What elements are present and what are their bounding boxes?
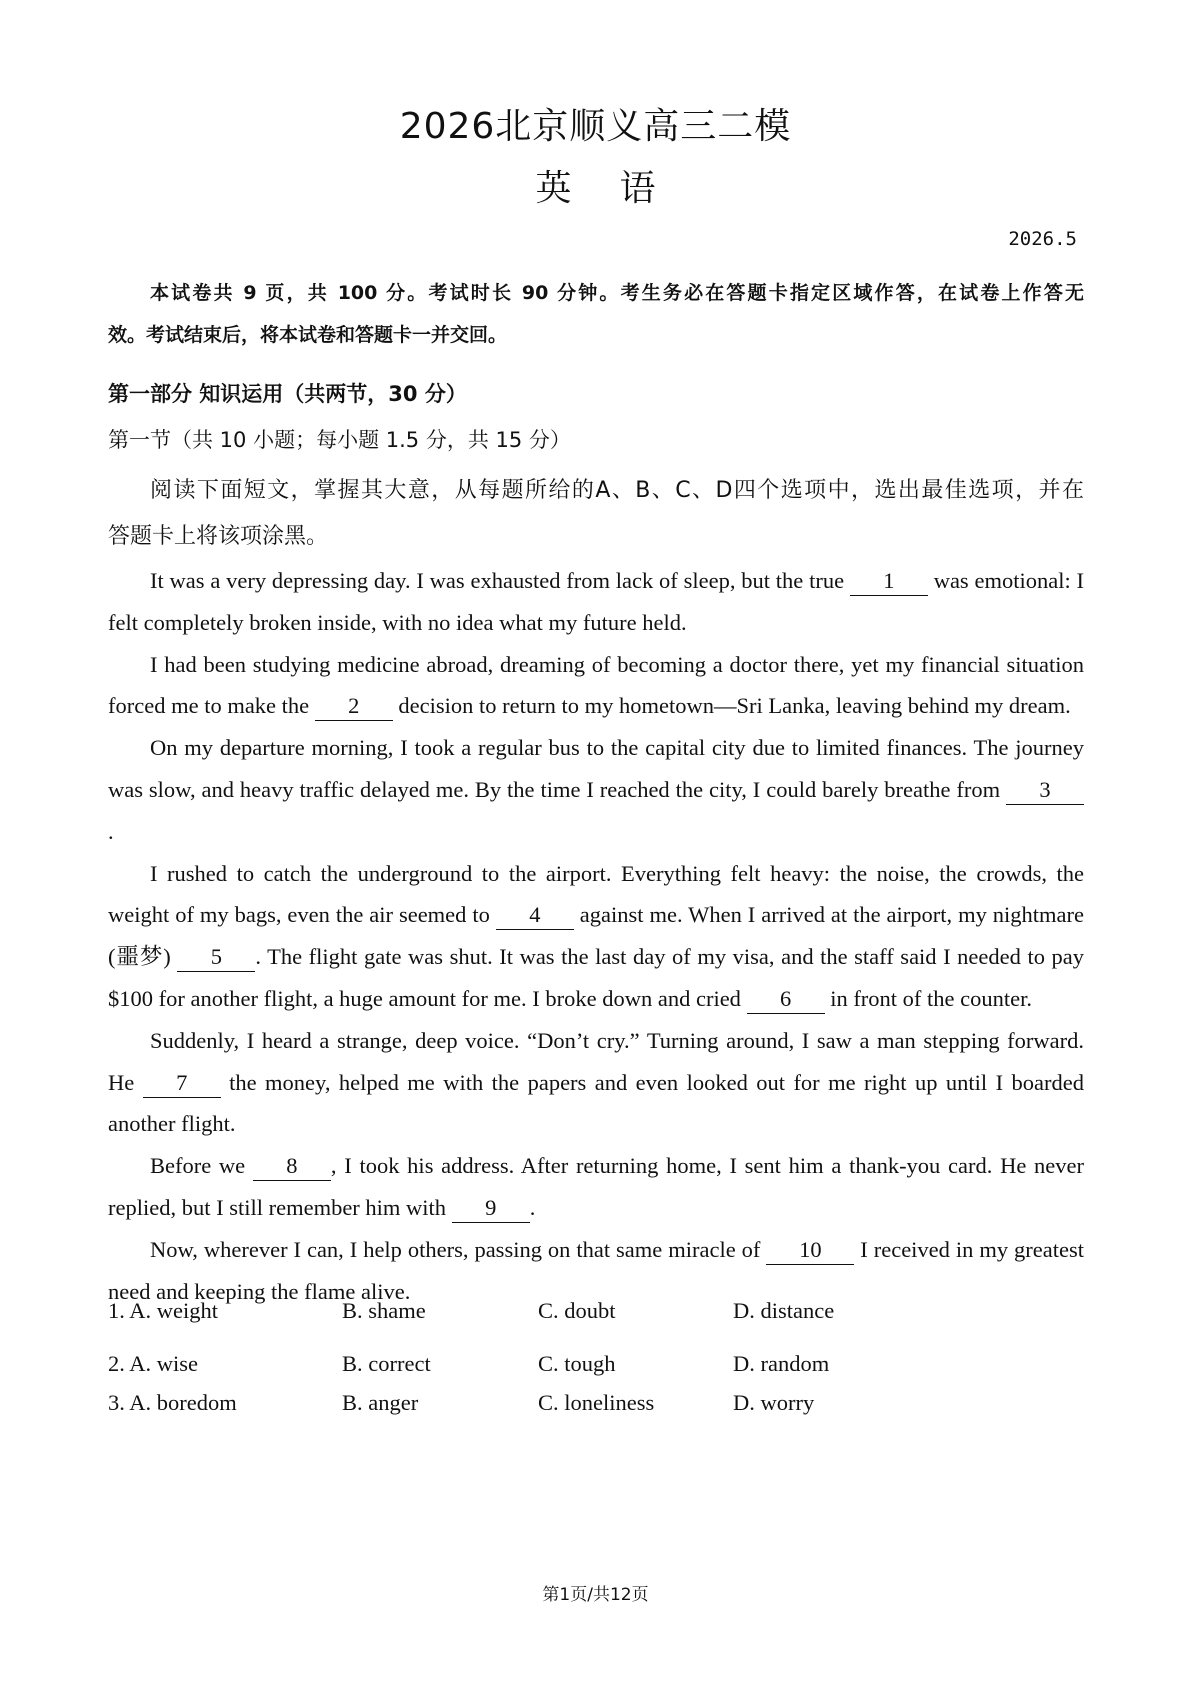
option-d: D. distance <box>733 1298 835 1323</box>
passage-text: Now, wherever I can, I help others, passing on that same miracle of <box>150 1236 767 1262</box>
blank-7: 7 <box>143 1071 221 1098</box>
blank-8: 8 <box>253 1154 331 1181</box>
passage-text: decision to return to my hometown—Sri Lanka, leaving behind my dream. <box>392 693 1071 719</box>
cloze-passage <box>108 560 1084 1312</box>
option-row-1 <box>108 1298 1084 1328</box>
notice-line-1: 本试卷共 9 页，共 100 分。考试时长 90 分钟。考生务必在答题卡指定区域作答，在试卷上作答无 <box>150 282 1084 304</box>
option-c: C. loneliness <box>538 1390 655 1415</box>
option-b: B. shame <box>342 1298 426 1323</box>
passage-text: I received in my greatest need and keeping the flame alive. <box>108 1236 1084 1304</box>
option-b: B. anger <box>342 1390 419 1415</box>
notice-line-2: 效。考试结束后，将本试卷和答题卡一并交回。 <box>108 324 508 346</box>
paragraph <box>108 727 1084 852</box>
passage-text: I had been studying medicine abroad, dreaming of becoming a doctor there, yet my financial situation forced me to make the <box>108 651 1084 719</box>
blank-4: 4 <box>496 903 574 930</box>
passage-text: . The flight gate was shut. It was the last day of my visa, and the staff said I needed to pay $100 for another flight, a huge amount for me. I broke down and cried <box>108 944 1084 1011</box>
passage-text: . <box>108 818 114 844</box>
passage-text: . <box>529 1194 536 1220</box>
blank-10: 10 <box>766 1238 854 1265</box>
option-a: 3. A. boredom <box>108 1390 237 1415</box>
paragraph <box>108 853 1084 1020</box>
section-title: 第一节（共 10 小题；每小题 1.5 分，共 15 分） <box>108 428 571 452</box>
option-a: 1. A. weight <box>108 1298 218 1323</box>
blank-2: 2 <box>315 694 393 721</box>
directions-line-2: 答题卡上将该项涂黑。 <box>108 524 329 549</box>
directions-line-1: 阅读下面短文，掌握其大意，从每题所给的A、B、C、D四个选项中，选出最佳选项，并在 <box>150 478 1084 503</box>
paragraph <box>108 560 1084 644</box>
passage-text: I rushed to catch the underground to the airport. Everything felt heavy: the noise, the crowds, the weight of my bags, even the air seemed to <box>108 860 1084 928</box>
passage-text: Before we <box>150 1153 253 1179</box>
passage-text: the money, helped me with the papers and even looked out for me right up until I boarded another flight. <box>108 1069 1084 1137</box>
option-row-3 <box>108 1390 1084 1420</box>
paragraph <box>108 644 1084 728</box>
paragraph <box>108 1145 1084 1229</box>
blank-5: 5 <box>177 945 255 972</box>
option-b: B. correct <box>342 1351 431 1376</box>
option-d: D. worry <box>733 1390 815 1415</box>
exam-notice <box>108 272 1084 356</box>
blank-6: 6 <box>747 987 825 1014</box>
paragraph <box>108 1020 1084 1145</box>
option-c: C. tough <box>538 1351 616 1376</box>
option-row-2 <box>108 1351 1084 1381</box>
blank-3: 3 <box>1006 778 1084 805</box>
exam-date: 2026.5 <box>1008 228 1077 250</box>
blank-1: 1 <box>850 569 928 596</box>
passage-text: On my departure morning, I took a regular bus to the capital city due to limited finances. The journey was slow, and heavy traffic delayed me. By the time I reached the city, I could barely breathe from <box>108 735 1084 802</box>
option-a: 2. A. wise <box>108 1351 198 1376</box>
subject-title: 英语 <box>535 168 704 209</box>
part-title: 第一部分 知识运用（共两节，30 分） <box>108 382 467 406</box>
passage-text: against me. When I arrived at the airport, my nightmare (噩梦) <box>108 902 1084 970</box>
passage-text: , I took his address. After returning home, I sent him a thank-you card. He never replied, but I still remember him with <box>108 1153 1085 1220</box>
directions <box>108 468 1084 560</box>
passage-text: in front of the counter. <box>824 985 1033 1011</box>
option-d: D. random <box>733 1351 830 1376</box>
option-c: C. doubt <box>538 1298 616 1323</box>
passage-text: Suddenly, I heard a strange, deep voice. “Don’t cry.” Turning around, I saw a man stepping forward. He <box>108 1027 1084 1095</box>
blank-9: 9 <box>452 1196 530 1223</box>
page-number: 第1页/共12页 <box>542 1585 649 1605</box>
exam-title: 2026北京顺义高三二模 <box>399 106 792 147</box>
passage-text: It was a very depressing day. I was exhausted from lack of sleep, but the true <box>150 568 850 593</box>
passage-text: was emotional: I felt completely broken inside, with no idea what my future held. <box>108 568 1085 635</box>
